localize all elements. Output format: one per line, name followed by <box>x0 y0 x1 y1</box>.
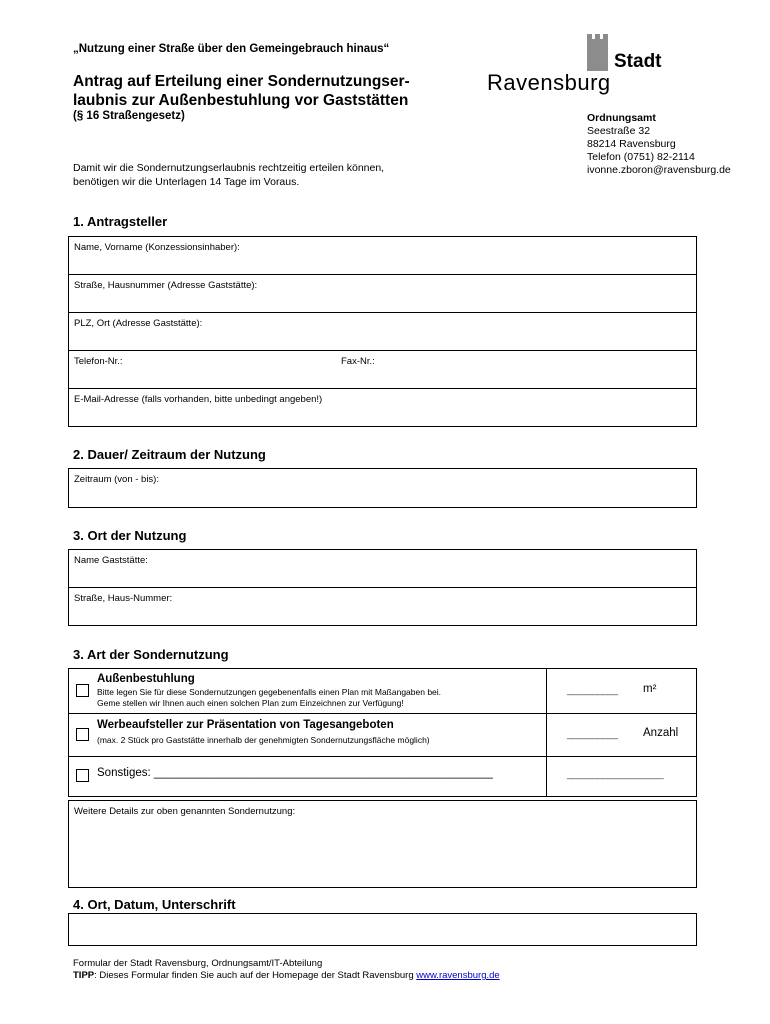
name-field-label: Name, Vorname (Konzessionsinhaber): <box>74 242 240 253</box>
fax-field-label: Fax-Nr.: <box>341 356 375 367</box>
seating-title: Außenbestuhlung <box>97 673 195 685</box>
city-tower-logo-icon <box>587 34 608 71</box>
section-type-heading: 3. Art der Sondernutzung <box>73 647 229 662</box>
sign-checkbox[interactable] <box>76 728 89 741</box>
seating-checkbox[interactable] <box>76 684 89 697</box>
seating-desc-line1: Bitte legen Sie für diese Sondernutzungen gegebenenfalls einen Plan mit Maßangaben bei. <box>97 687 442 697</box>
usage-type-table <box>68 668 697 797</box>
location-table <box>68 549 697 626</box>
street-field[interactable] <box>69 275 696 313</box>
logo-stadt: Stadt <box>614 51 662 72</box>
option-other-row <box>69 757 696 796</box>
sign-count-unit: Anzahl <box>643 727 679 739</box>
street-field-label: Straße, Hausnummer (Adresse Gaststätte): <box>74 280 258 291</box>
footer-tip <box>73 970 500 982</box>
period-field[interactable] <box>68 468 697 508</box>
intro-line2: benötigen wir die Unterlagen 14 Tage im Voraus. <box>73 176 300 188</box>
office-email: ivonne.zboron@ravensburg.de <box>587 164 731 176</box>
form-subtitle: (§ 16 Straßengesetz) <box>73 110 185 122</box>
footer <box>73 958 500 982</box>
option-sign-row <box>69 714 696 757</box>
office-address <box>587 112 731 177</box>
section-location-heading: 3. Ort der Nutzung <box>73 528 187 543</box>
homepage-link[interactable]: www.ravensburg.de <box>416 970 500 981</box>
period-row <box>69 469 696 507</box>
venue-street-label: Straße, Haus-Nummer: <box>74 593 173 604</box>
sign-title: Werbeaufsteller zur Präsentation von Tagesangeboten <box>97 719 394 731</box>
seating-area-unit: m² <box>643 683 657 695</box>
option-seating-row <box>69 669 696 714</box>
other-label[interactable]: Sonstiges: _____________________________________________________ <box>97 767 493 779</box>
form-title-line2: laubnis zur Außenbestuhlung vor Gaststätten <box>73 92 409 109</box>
office-name: Ordnungsamt <box>587 112 656 124</box>
applicant-table <box>68 236 697 427</box>
details-field[interactable] <box>68 800 697 888</box>
phone-field-label: Telefon-Nr.: <box>74 356 123 367</box>
seating-area-input[interactable]: __________ <box>567 685 618 696</box>
form-title <box>73 72 410 110</box>
tip-text: : Dieses Formular finden Sie auch auf der Homepage der Stadt Ravensburg <box>94 970 417 981</box>
plz-field-label: PLZ, Ort (Adresse Gaststätte): <box>74 318 203 329</box>
venue-name-label: Name Gaststätte: <box>74 555 148 566</box>
footer-line1: Formular der Stadt Ravensburg, Ordnungsamt/IT-Abteilung <box>73 958 323 969</box>
period-field-label: Zeitraum (von - bis): <box>74 474 159 485</box>
email-field[interactable] <box>69 389 696 427</box>
details-field-label: Weitere Details zur oben genannten Sondernutzung: <box>74 806 296 817</box>
signature-field[interactable] <box>68 913 697 946</box>
section-duration-heading: 2. Dauer/ Zeitraum der Nutzung <box>73 447 266 462</box>
phone-fax-field[interactable] <box>69 351 696 389</box>
office-phone: Telefon (0751) 82-2114 <box>587 151 695 163</box>
office-city: 88214 Ravensburg <box>587 138 676 150</box>
form-title-line1: Antrag auf Erteilung einer Sondernutzungser- <box>73 73 410 90</box>
section-signature-heading: 4. Ort, Datum, Unterschrift <box>73 897 236 912</box>
email-field-label: E-Mail-Adresse (falls vorhanden, bitte unbedingt angeben!) <box>74 394 323 405</box>
plz-field[interactable] <box>69 313 696 351</box>
other-value-input[interactable]: ___________________ <box>567 769 664 780</box>
intro-text <box>73 161 384 189</box>
tip-label: TIPP <box>73 970 95 981</box>
office-street: Seestraße 32 <box>587 125 651 137</box>
form-tagline: „Nutzung einer Straße über den Gemeingebrauch hinaus“ <box>73 43 390 55</box>
name-field[interactable] <box>69 237 696 275</box>
seating-desc-line2: Geme stellen wir Ihnen auch einen solchen Plan zum Einzeichnen zur Verfügung! <box>97 698 404 708</box>
venue-street-field[interactable] <box>69 588 696 626</box>
intro-line1: Damit wir die Sondernutzungserlaubnis rechtzeitig erteilen können, <box>73 162 385 174</box>
other-checkbox[interactable] <box>76 769 89 782</box>
sign-desc: (max. 2 Stück pro Gaststätte innerhalb der genehmigten Sondernutzungsfläche möglich) <box>97 735 430 745</box>
venue-name-field[interactable] <box>69 550 696 588</box>
section-applicant-heading: 1. Antragsteller <box>73 214 168 229</box>
sign-count-input[interactable]: __________ <box>567 729 618 740</box>
logo-city-name: Ravensburg <box>487 70 611 95</box>
seating-desc <box>97 687 441 709</box>
